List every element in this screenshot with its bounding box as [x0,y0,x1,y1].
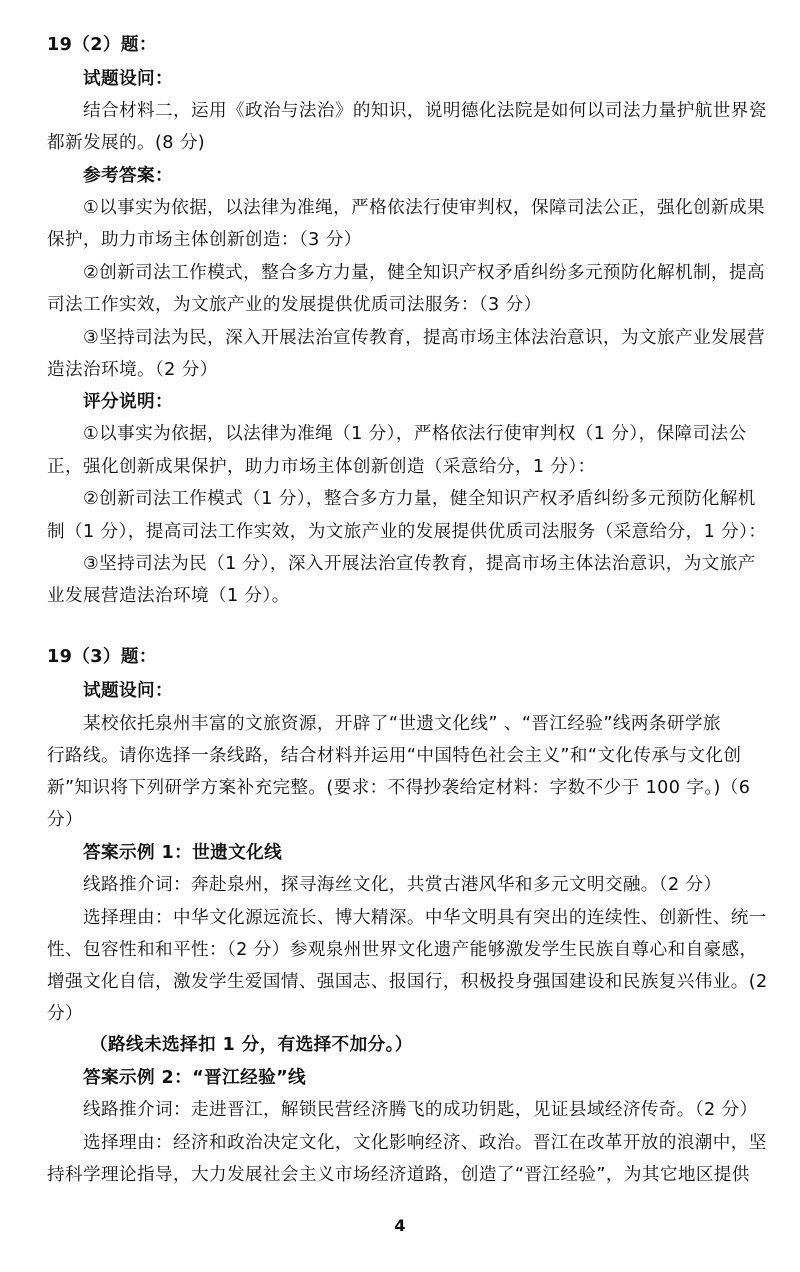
scoring-line: 正，强化创新成果保护，助力市场主体创新创造（采意给分，1 分）： [47,457,596,477]
question-text-line: 结合材料二，运用《政治与法治》的知识，说明德化法院是如何以司法力量护航世界瓷 [83,101,767,121]
example-line: 性、包容性和和平性：（2 分）参观泉州世界文化遗产能够激发学生民族自尊心和自豪感， [47,940,758,960]
scoring-note: （路线未选择扣 1 分，有选择不加分。） [90,1035,413,1055]
scoring-line: 制（1 分），提高司法工作实效，为文旅产业的发展提供优质司法服务（采意给分，1 分）： [47,522,767,542]
answer-line: ①以事实为依据，以法律为准绳，严格依法行使审判权，保障司法公正，强化创新成果 [83,198,765,218]
example-label: 答案示例 1：世遗文化线 [83,843,283,863]
question-label: 试题设问： [83,69,173,89]
example-line: 分） [47,1004,83,1024]
page-number: 4 [394,1216,406,1235]
question-text-line: 某校依托泉州丰富的文旅资源，开辟了“世遗文化线” 、“晋江经验”线两条研学旅 [83,714,721,734]
example-line: 增强文化自信，激发学生爱国情、强国志、报国行，积极投身强国建设和民族复兴伟业。(2 [47,972,768,992]
scoring-line: ①以事实为依据，以法律为准绳（1 分），严格依法行使审判权（1 分），保障司法公 [83,424,747,444]
question-text-line: 新”知识将下列研学方案补充完整。(要求：不得抄袭给定材料：字数不少于 100 字。)（6 [47,778,751,798]
question-text-line: 行路线。请你选择一条线路，结合材料并运用“中国特色社会主义”和“文化传承与文化创 [47,746,742,766]
scoring-line: ③坚持司法为民（1 分），深入开展法治宣传教育，提高市场主体法治意识，为文旅产 [83,554,756,574]
answer-line: 造法治环境。（2 分） [47,360,218,380]
answer-line: 保护，助力市场主体创新创造：（3 分） [47,230,362,250]
section-heading: 19（2）题： [47,35,157,55]
example-label: 答案示例 2：“晋江经验”线 [83,1068,307,1088]
example-line: 持科学理论指导，大力发展社会主义市场经济道路，创造了“晋江经验”，为其它地区提供 [47,1165,750,1185]
section-heading: 19（3）题： [47,647,157,667]
answer-line: ③坚持司法为民，深入开展法治宣传教育，提高市场主体法治意识，为文旅产业发展营 [83,328,765,348]
example-line: 线路推介词：奔赴泉州，探寻海丝文化，共赏古港风华和多元文明交融。（2 分） [83,875,722,895]
question-text-line: 分） [47,810,83,830]
example-line: 线路推介词：走进晋江，解锁民营经济腾飞的成功钥匙，见证县域经济传奇。（2 分） [83,1100,758,1120]
example-line: 选择理由：经济和政治决定文化，文化影响经济、政治。晋江在改革开放的浪潮中，坚 [83,1133,767,1153]
question-label: 试题设问： [83,681,173,701]
example-line: 选择理由：中华文化源远流长、博大精深。中华文明具有突出的连续性、创新性、统一 [83,908,767,928]
scoring-line: 业发展营造法治环境（1 分）。 [47,586,290,606]
answer-line: ②创新司法工作模式，整合多方力量，健全知识产权矛盾纠纷多元预防化解机制，提高 [83,263,765,283]
answer-line: 司法工作实效，为文旅产业的发展提供优质司法服务：（3 分） [47,295,542,315]
answer-label: 参考答案： [83,166,173,186]
scoring-label: 评分说明： [83,392,173,412]
scoring-line: ②创新司法工作模式（1 分），整合多方力量，健全知识产权矛盾纠纷多元预防化解机 [83,489,756,509]
question-text-line: 都新发展的。(8 分) [47,133,206,153]
